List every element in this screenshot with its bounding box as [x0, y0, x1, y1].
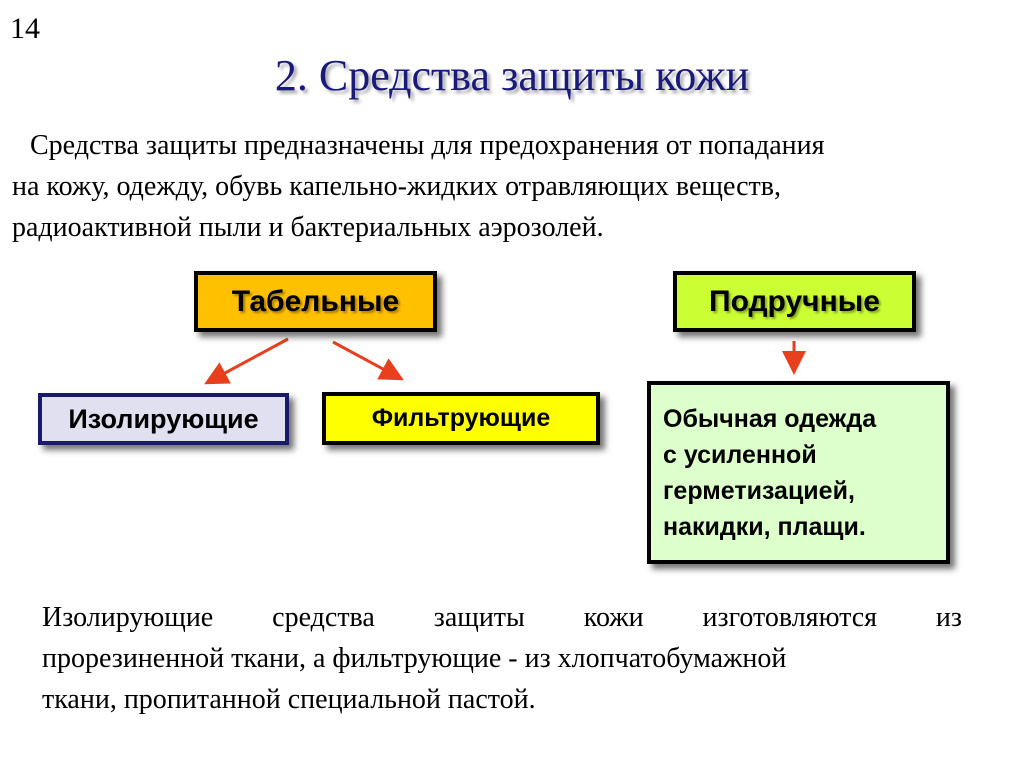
bottom-line-3: ткани, пропитанной специальной пастой. [42, 684, 536, 715]
arrow-to-filtruyushchie [333, 342, 396, 376]
bottom-word: изготовляются [702, 602, 877, 633]
tabelnye-box: Табельные [194, 271, 437, 332]
obychnaya-line: с усиленной [663, 440, 817, 469]
bottom-word: кожи [583, 602, 644, 633]
bottom-line-1 [42, 597, 962, 638]
obychnaya-odezhda-box [647, 381, 950, 564]
obychnaya-line: Обычная одежда [663, 404, 877, 433]
bottom-word: из [935, 602, 962, 633]
bottom-paragraph [42, 597, 962, 720]
intro-line: Средства защиты предназначены для предохранения от попадания [30, 130, 825, 161]
bottom-line-2: прорезиненной ткани, а фильтрующие - из хлопчатобумажной [42, 643, 787, 674]
intro-paragraph [12, 125, 1012, 248]
filtruyushchie-box: Фильтрующие [322, 392, 600, 445]
slide-title: 2. Средства защиты кожи [274, 51, 750, 100]
intro-line: радиоактивной пыли и бактериальных аэрозолей. [12, 212, 604, 243]
bottom-word: Изолирующие [42, 602, 214, 633]
obychnaya-line: накидки, плащи. [663, 512, 866, 541]
izoliruyushchie-box: Изолирующие [38, 393, 289, 445]
intro-line: на кожу, одежду, обувь капельно-жидких отравляющих веществ, [12, 171, 781, 202]
arrow-to-izoliruyushchie [212, 339, 288, 380]
bottom-word: средства [272, 602, 375, 633]
bottom-word: защиты [433, 602, 525, 633]
podruchnye-box: Подручные [673, 271, 916, 332]
obychnaya-text [663, 401, 876, 545]
slide-number: 14 [10, 12, 40, 45]
obychnaya-line: герметизацией, [663, 476, 855, 505]
